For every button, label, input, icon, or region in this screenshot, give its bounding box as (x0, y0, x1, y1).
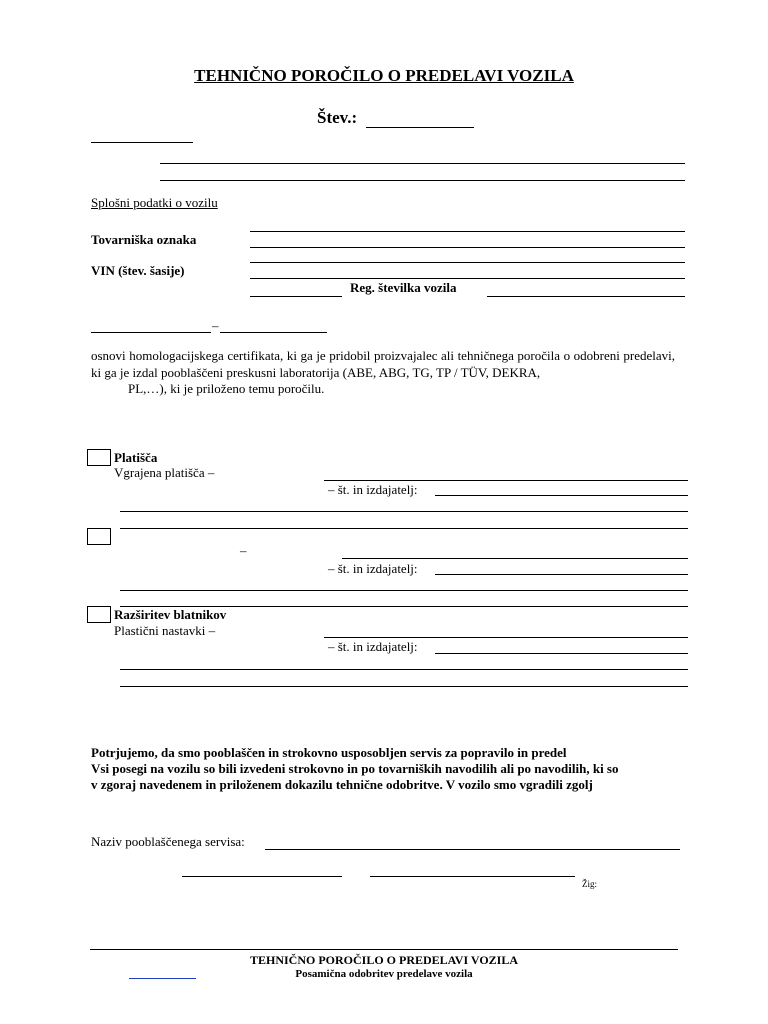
rims-checkbox[interactable] (87, 449, 111, 466)
section2-issuer-line[interactable] (435, 574, 688, 575)
make-label: Tovarniška oznaka (91, 232, 197, 247)
reg-label: Reg. številka vozila (350, 280, 457, 295)
fenders-line-3[interactable] (120, 686, 688, 687)
confirm-line-3: v zgoraj navedenem in priloženem dokazilu tehnične odobritve. V vozilo smo vgradili zgolj (91, 777, 593, 792)
section-general-heading: Splošni podatki o vozilu (91, 195, 218, 210)
rims-issuer-line[interactable] (435, 495, 688, 496)
number-field-line[interactable] (366, 127, 474, 128)
base-line-right[interactable] (220, 332, 327, 333)
confirm-line-1: Potrjujemo, da smo pooblaščen in strokovno usposobljen servis za popravilo in predel (91, 745, 567, 760)
rims-line-3[interactable] (120, 528, 688, 529)
rims-line-1[interactable] (324, 480, 688, 481)
service-label: Naziv pooblaščenega servisa: (91, 834, 245, 849)
confirm-line-2: Vsi posegi na vozilu so bili izvedeni strokovno in po tovarniških navodilih ali po navodilih, ki so (91, 761, 619, 776)
reg-left-line[interactable] (250, 296, 342, 297)
number-label: Štev.: (317, 108, 358, 127)
fenders-sublabel: Plastični nastavki – (114, 623, 216, 638)
top-line-1[interactable] (160, 163, 685, 164)
make-line-2[interactable] (250, 247, 685, 248)
fenders-heading: Razširitev blatnikov (114, 607, 227, 622)
footer-subtitle: Posamična odobritev predelave vozila (295, 968, 473, 980)
homologation-paragraph: osnovi homologacijskega certifikata, ki ga je pridobil proizvajalec ali tehničnega poročila o odobreni predelavi, ki ga je izdal pooblaščeni preskusni laboratorija (ABE, ABG, TG, TP / TÜV, DEKRA, (91, 348, 675, 380)
fenders-checkbox[interactable] (87, 606, 111, 623)
fenders-line-2[interactable] (120, 669, 688, 670)
stamp-label: Žig: (582, 879, 597, 889)
footer-title: TEHNIČNO POROČILO O PREDELAVI VOZILA (249, 953, 519, 967)
homologation-paragraph-cont: PL,…), ki je priloženo temu poročilu. (128, 381, 325, 396)
fenders-issuer-line[interactable] (435, 653, 688, 654)
reg-right-line[interactable] (487, 296, 685, 297)
section2-checkbox[interactable] (87, 528, 111, 545)
rims-line-2[interactable] (120, 511, 688, 512)
vin-line-2[interactable] (250, 278, 685, 279)
vin-label: VIN (štev. šasije) (91, 263, 185, 278)
footer-rule (90, 949, 678, 950)
service-line[interactable] (265, 849, 680, 850)
top-left-line[interactable] (91, 142, 193, 143)
fenders-line-1[interactable] (324, 637, 688, 638)
section2-issuer-label: – št. in izdajatelj: (328, 561, 418, 576)
footer-link-line[interactable] (129, 978, 196, 979)
base-dash: – (212, 318, 219, 333)
make-line-1[interactable] (250, 231, 685, 232)
fenders-issuer-label: – št. in izdajatelj: (328, 639, 418, 654)
signature-line-1[interactable] (182, 876, 342, 877)
vin-line-1[interactable] (250, 262, 685, 263)
rims-heading: Platišča (114, 450, 158, 465)
section2-line-1[interactable] (342, 558, 688, 559)
document-title: TEHNIČNO POROČILO O PREDELAVI VOZILA (194, 66, 574, 85)
base-line-left[interactable] (91, 332, 211, 333)
section2-line-2[interactable] (120, 590, 688, 591)
rims-issuer-label: – št. in izdajatelj: (328, 482, 418, 497)
top-line-2[interactable] (160, 180, 685, 181)
rims-sublabel: Vgrajena platišča – (114, 465, 215, 480)
section2-dash: – (240, 543, 247, 558)
signature-line-2[interactable] (370, 876, 575, 877)
